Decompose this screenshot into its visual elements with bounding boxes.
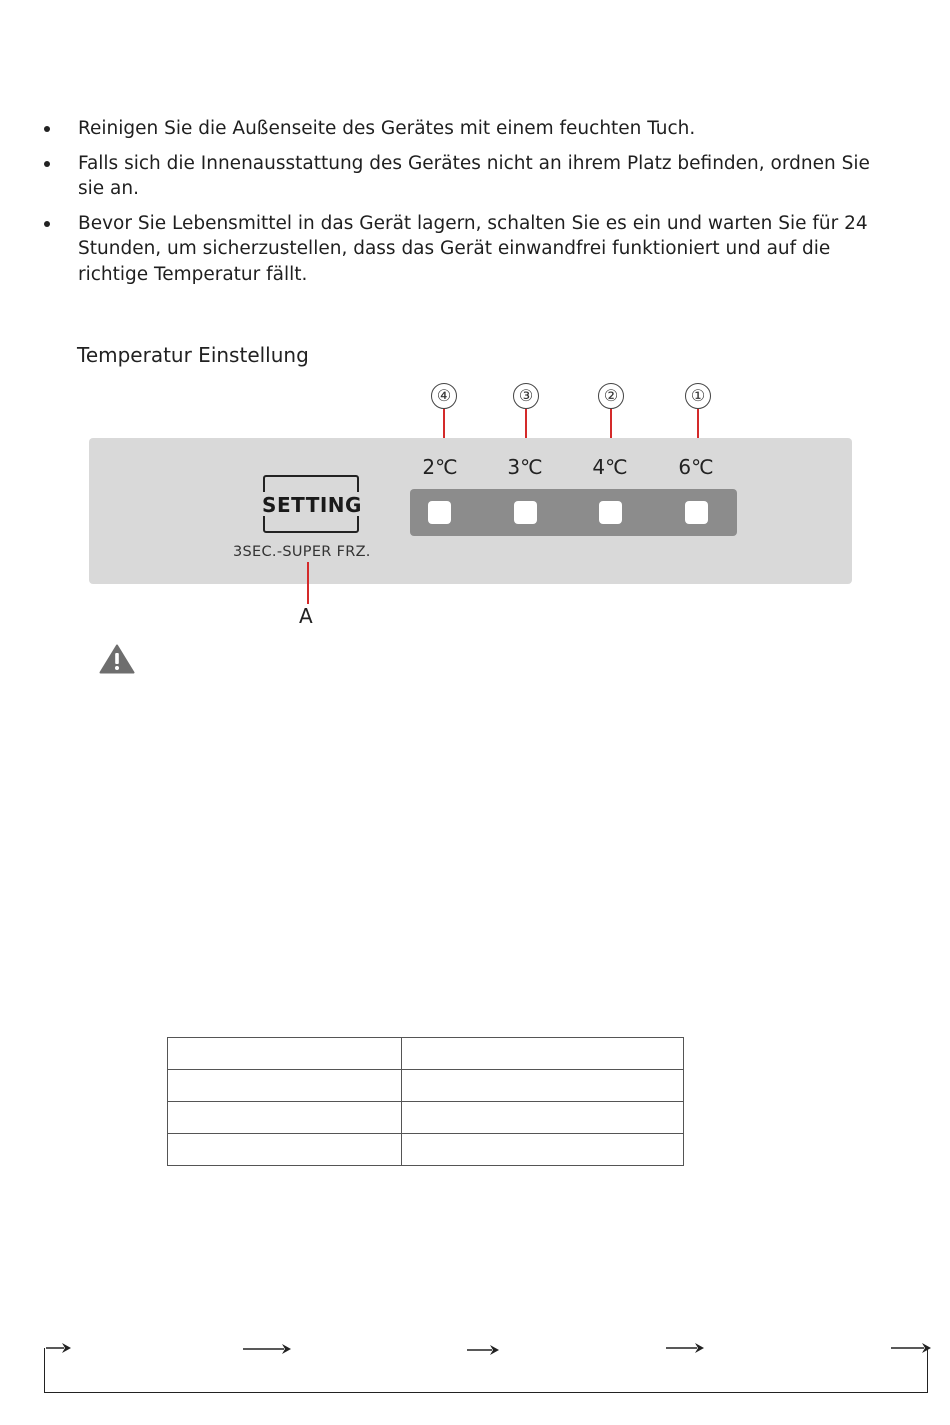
setting-button[interactable] [260, 475, 364, 533]
bullet-icon [44, 126, 50, 132]
section-title: Temperatur Einstellung [77, 343, 309, 367]
warning-triangle-icon [99, 644, 135, 678]
led-indicator-2c [428, 501, 451, 524]
temperature-label: 2℃ [422, 455, 458, 479]
list-item [40, 116, 900, 142]
bullet-icon [44, 161, 50, 167]
callout-number: ② [598, 383, 624, 409]
instruction-list [40, 116, 900, 296]
table-cell [402, 1102, 684, 1134]
list-item [40, 211, 900, 288]
list-item-text: Bevor Sie Lebensmittel in das Gerät lagern, schalten Sie es ein und warten Sie für 24 Stunden, um sicherzustellen, dass das Gerät einwandfrei funktioniert und auf die richtige Temperatur fällt. [78, 212, 868, 285]
arrow-right-icon [665, 1341, 707, 1355]
table-cell [168, 1102, 402, 1134]
temperature-table [167, 1037, 684, 1166]
table-row [168, 1038, 684, 1070]
arrow-right-icon [242, 1342, 294, 1356]
bullet-icon [44, 221, 50, 227]
temperature-label: 4℃ [592, 455, 628, 479]
table-row [168, 1070, 684, 1102]
led-indicator-3c [514, 501, 537, 524]
list-item-text: Falls sich die Innenausstattung des Gerätes nicht an ihrem Platz befinden, ordnen Sie sie an. [78, 152, 870, 199]
table-cell [168, 1134, 402, 1166]
list-item-text: Reinigen Sie die Außenseite des Gerätes mit einem feuchten Tuch. [78, 118, 696, 139]
callout-number: ③ [513, 383, 539, 409]
arrow-right-icon [44, 1341, 74, 1355]
table-cell [168, 1038, 402, 1070]
callout-number: ④ [431, 383, 457, 409]
led-indicator-4c [599, 501, 622, 524]
leader-line-a [307, 562, 309, 604]
table-row [168, 1134, 684, 1166]
list-item [40, 151, 900, 202]
table-cell [402, 1038, 684, 1070]
table-row [168, 1102, 684, 1134]
temperature-label: 6℃ [678, 455, 714, 479]
arrow-right-icon [890, 1341, 934, 1355]
marker-a-label: A [299, 604, 313, 628]
arrow-right-icon [466, 1343, 502, 1357]
super-freeze-label: 3SEC.-SUPER FRZ. [233, 544, 371, 560]
temperature-label: 3℃ [507, 455, 543, 479]
table-cell [168, 1070, 402, 1102]
table-cell [402, 1070, 684, 1102]
callout-number: ① [685, 383, 711, 409]
table-cell [402, 1134, 684, 1166]
setting-button-label: SETTING [262, 493, 362, 517]
led-indicator-6c [685, 501, 708, 524]
